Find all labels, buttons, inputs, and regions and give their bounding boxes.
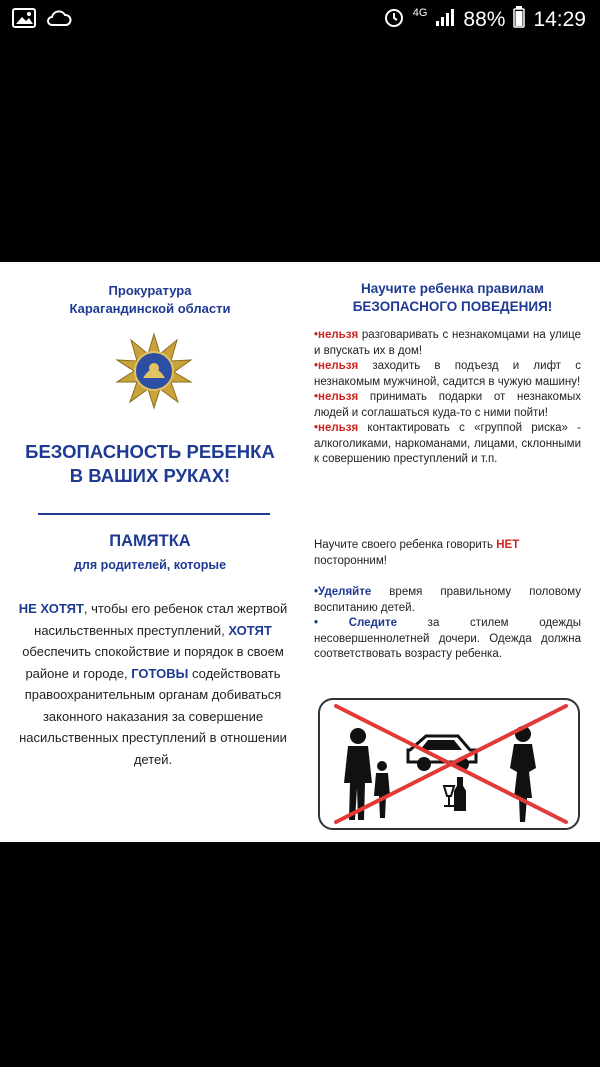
signal-icon [435,7,455,33]
network-type: 4G [412,7,428,19]
rules-title [310,280,595,316]
memo-title: ПАМЯТКА [109,532,191,550]
rule-text: разговаривать с незнакомцами на улице и впускать их в дом! [314,329,581,357]
org-line-2: Карагандинской области [69,301,231,316]
battery-percent: 88% [463,8,506,31]
say-no-keyword: НЕТ [496,539,520,551]
headline [0,440,300,488]
rule-keyword: •нельзя [314,422,359,434]
list-item [314,390,581,421]
say-no-post: посторонним! [314,554,387,567]
tip-keyword: •Уделяйте [314,586,372,598]
rules-title-line-1: Научите ребенка правилам [361,281,544,296]
rules-list [314,328,581,468]
memo-subtitle: для родителей, которые [73,558,227,572]
parents-paragraph [12,598,294,770]
text-not-want: , чтобы его ребенок стал жертвой насильственных преступлений, [34,601,288,638]
organization-name [0,282,300,318]
prohibition-illustration [318,698,580,830]
say-no-pre: Научите своего ребенка говорить [314,539,497,551]
rules-title-line-2: БЕЗОПАСНОГО ПОВЕДЕНИЯ! [352,299,553,314]
rule-keyword: •нельзя [314,360,359,372]
tips-list [314,585,581,663]
kw-want: ХОТЯТ [228,622,272,638]
rule-keyword: •нельзя [314,391,359,403]
divider [38,513,270,515]
status-bar [0,0,600,40]
alarm-icon [383,6,405,34]
kw-ready: ГОТОВЫ [131,665,189,681]
rule-text: контактировать с «группой риска» - алкоголиками, наркоманами, лицами, склонными к совершению преступлений и т.п. [314,422,581,465]
tip-keyword: • Следите [314,617,397,629]
headline-line-1: БЕЗОПАСНОСТЬ РЕБЕНКА [25,441,275,462]
text-want: обеспечить спокойствие и порядок в своем районе и городе, [22,644,284,681]
leaflet-right-column [300,262,600,842]
tip-text: за стилем одежды несовершеннолетней дочери. Одежда должна соответствовать возрасту ребенка. [314,617,581,660]
clock: 14:29 [533,8,586,31]
prosecutor-emblem-icon [115,332,193,410]
kw-not-want: НЕ ХОТЯТ [18,601,84,616]
leaflet-image[interactable] [0,262,600,842]
list-item [314,585,581,616]
tip-text: время правильному половому воспитанию детей. [314,586,581,614]
rule-text: принимать подарки от незнакомых людей и соглашаться куда-то с ними пойти! [314,391,581,419]
battery-icon [513,6,525,34]
list-item [314,328,581,359]
image-icon [12,8,36,33]
cloud-icon [46,8,72,33]
text-ready: содействовать правоохранительным органам добиваться законного наказания за совершение насильственных преступлений в отношении детей. [19,665,287,767]
list-item [314,359,581,390]
org-line-1: Прокуратура [108,283,192,298]
rule-keyword: •нельзя [314,329,359,341]
leaflet-left-column [0,262,300,842]
headline-line-2: В ВАШИХ РУКАХ! [69,465,231,486]
rule-text: заходить в подъезд и лифт с незнакомым мужчиной, садится в чужую машину! [314,360,581,388]
list-item [314,616,581,663]
list-item [314,421,581,468]
say-no-text [314,538,581,569]
